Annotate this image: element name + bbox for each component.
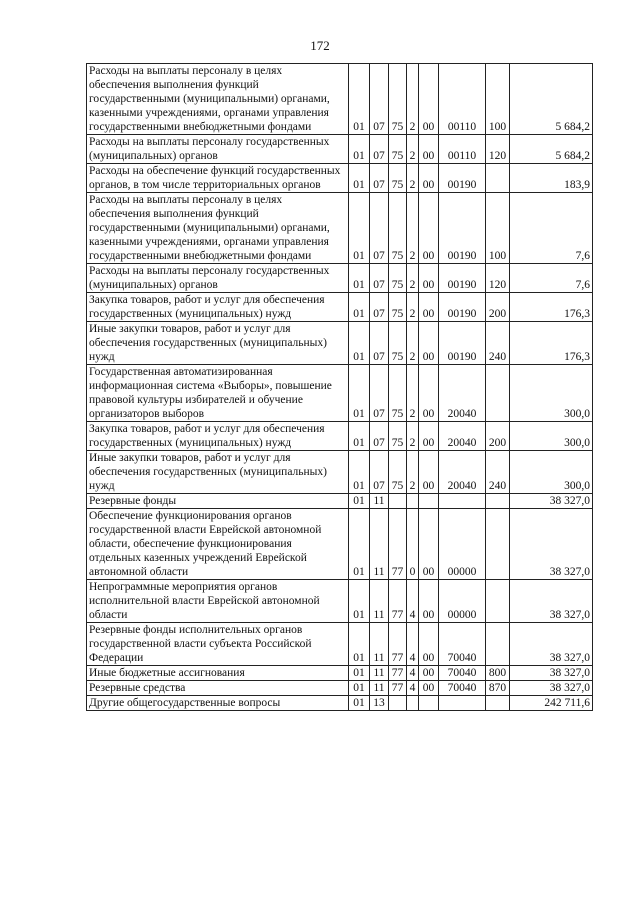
section-code-cell: 01 bbox=[349, 322, 370, 365]
amount-cell: 5 684,2 bbox=[510, 135, 593, 164]
table-row bbox=[87, 193, 593, 264]
section-code-cell: 01 bbox=[349, 580, 370, 623]
subsection-code-cell: 13 bbox=[370, 696, 389, 711]
amount-cell: 38 327,0 bbox=[510, 681, 593, 696]
expense-name-cell: Иные закупки товаров, работ и услуг для обеспечения государственных (муниципальных) нужд bbox=[87, 322, 349, 365]
amount-cell: 38 327,0 bbox=[510, 509, 593, 580]
amount-cell: 176,3 bbox=[510, 293, 593, 322]
expense-name-cell: Резервные фонды исполнительных органов государственной власти субъекта Российской Федерации bbox=[87, 623, 349, 666]
expense-type-cell: 240 bbox=[486, 451, 510, 494]
event-code-cell bbox=[419, 494, 439, 509]
direction-code-cell: 00000 bbox=[439, 509, 486, 580]
amount-cell: 242 711,6 bbox=[510, 696, 593, 711]
section-code-cell: 01 bbox=[349, 681, 370, 696]
event-code-cell: 00 bbox=[419, 623, 439, 666]
program-code-cell: 77 bbox=[389, 666, 407, 681]
table-row bbox=[87, 494, 593, 509]
table-row bbox=[87, 422, 593, 451]
event-code-cell: 00 bbox=[419, 322, 439, 365]
program-code-cell: 77 bbox=[389, 580, 407, 623]
expense-type-cell: 870 bbox=[486, 681, 510, 696]
direction-code-cell: 20040 bbox=[439, 365, 486, 422]
program-code-cell: 77 bbox=[389, 623, 407, 666]
expense-name-cell: Расходы на выплаты персоналу в целях обеспечения выполнения функций государственными (муниципальными) органами, казенными учреждениями, органами управления государственными внебюджетными фондами bbox=[87, 64, 349, 135]
amount-cell: 300,0 bbox=[510, 365, 593, 422]
amount-cell: 38 327,0 bbox=[510, 580, 593, 623]
program-code-cell: 75 bbox=[389, 135, 407, 164]
expense-name-cell: Расходы на выплаты персоналу государственных (муниципальных) органов bbox=[87, 135, 349, 164]
expense-name-cell: Другие общегосударственные вопросы bbox=[87, 696, 349, 711]
program-code-cell: 75 bbox=[389, 64, 407, 135]
expense-name-cell: Резервные средства bbox=[87, 681, 349, 696]
event-code-cell: 00 bbox=[419, 422, 439, 451]
section-code-cell: 01 bbox=[349, 193, 370, 264]
expense-name-cell: Закупка товаров, работ и услуг для обеспечения государственных (муниципальных) нужд bbox=[87, 293, 349, 322]
direction-code-cell: 20040 bbox=[439, 422, 486, 451]
program-code-cell: 77 bbox=[389, 681, 407, 696]
section-code-cell: 01 bbox=[349, 135, 370, 164]
program-code-cell bbox=[389, 494, 407, 509]
direction-code-cell: 00110 bbox=[439, 135, 486, 164]
table-row bbox=[87, 64, 593, 135]
subprogram-code-cell bbox=[407, 696, 419, 711]
expense-name-cell: Государственная автоматизированная информационная система «Выборы», повышение правовой культуры избирателей и обучение организаторов выборов bbox=[87, 365, 349, 422]
amount-cell: 38 327,0 bbox=[510, 494, 593, 509]
section-code-cell: 01 bbox=[349, 365, 370, 422]
expense-type-cell: 100 bbox=[486, 193, 510, 264]
expense-type-cell bbox=[486, 509, 510, 580]
section-code-cell: 01 bbox=[349, 623, 370, 666]
section-code-cell: 01 bbox=[349, 64, 370, 135]
expense-name-cell: Расходы на обеспечение функций государственных органов, в том числе территориальных органов bbox=[87, 164, 349, 193]
subsection-code-cell: 07 bbox=[370, 365, 389, 422]
subsection-code-cell: 11 bbox=[370, 666, 389, 681]
amount-cell: 5 684,2 bbox=[510, 64, 593, 135]
event-code-cell: 00 bbox=[419, 135, 439, 164]
table-row bbox=[87, 666, 593, 681]
expense-type-cell bbox=[486, 696, 510, 711]
event-code-cell: 00 bbox=[419, 666, 439, 681]
amount-cell: 38 327,0 bbox=[510, 666, 593, 681]
event-code-cell: 00 bbox=[419, 451, 439, 494]
section-code-cell: 01 bbox=[349, 293, 370, 322]
program-code-cell: 75 bbox=[389, 193, 407, 264]
event-code-cell: 00 bbox=[419, 509, 439, 580]
subsection-code-cell: 11 bbox=[370, 623, 389, 666]
subsection-code-cell: 07 bbox=[370, 451, 389, 494]
event-code-cell: 00 bbox=[419, 365, 439, 422]
event-code-cell: 00 bbox=[419, 164, 439, 193]
table-row bbox=[87, 264, 593, 293]
expense-type-cell bbox=[486, 365, 510, 422]
page-number: 172 bbox=[310, 38, 330, 53]
subprogram-code-cell: 2 bbox=[407, 451, 419, 494]
expense-type-cell: 240 bbox=[486, 322, 510, 365]
subprogram-code-cell: 4 bbox=[407, 681, 419, 696]
section-code-cell: 01 bbox=[349, 422, 370, 451]
subsection-code-cell: 11 bbox=[370, 580, 389, 623]
program-code-cell: 75 bbox=[389, 293, 407, 322]
table-row bbox=[87, 580, 593, 623]
expense-type-cell: 200 bbox=[486, 422, 510, 451]
subprogram-code-cell: 2 bbox=[407, 164, 419, 193]
expense-type-cell bbox=[486, 623, 510, 666]
program-code-cell: 75 bbox=[389, 322, 407, 365]
amount-cell: 38 327,0 bbox=[510, 623, 593, 666]
expense-name-cell: Расходы на выплаты персоналу государственных (муниципальных) органов bbox=[87, 264, 349, 293]
expense-name-cell: Непрограммные мероприятия органов исполнительной власти Еврейской автономной области bbox=[87, 580, 349, 623]
direction-code-cell bbox=[439, 696, 486, 711]
table-row bbox=[87, 365, 593, 422]
expense-type-cell: 800 bbox=[486, 666, 510, 681]
amount-cell: 300,0 bbox=[510, 422, 593, 451]
table-row bbox=[87, 623, 593, 666]
direction-code-cell: 20040 bbox=[439, 451, 486, 494]
program-code-cell: 75 bbox=[389, 164, 407, 193]
subprogram-code-cell: 2 bbox=[407, 293, 419, 322]
program-code-cell: 75 bbox=[389, 451, 407, 494]
table-row bbox=[87, 451, 593, 494]
event-code-cell: 00 bbox=[419, 264, 439, 293]
program-code-cell: 77 bbox=[389, 509, 407, 580]
table-row bbox=[87, 681, 593, 696]
expense-name-cell: Резервные фонды bbox=[87, 494, 349, 509]
subprogram-code-cell: 4 bbox=[407, 666, 419, 681]
amount-cell: 183,9 bbox=[510, 164, 593, 193]
table-row bbox=[87, 135, 593, 164]
direction-code-cell: 00190 bbox=[439, 164, 486, 193]
direction-code-cell: 70040 bbox=[439, 666, 486, 681]
direction-code-cell: 00190 bbox=[439, 322, 486, 365]
section-code-cell: 01 bbox=[349, 509, 370, 580]
event-code-cell: 00 bbox=[419, 64, 439, 135]
expense-name-cell: Иные бюджетные ассигнования bbox=[87, 666, 349, 681]
amount-cell: 176,3 bbox=[510, 322, 593, 365]
subsection-code-cell: 07 bbox=[370, 264, 389, 293]
table-row bbox=[87, 509, 593, 580]
expense-name-cell: Иные закупки товаров, работ и услуг для обеспечения государственных (муниципальных) нужд bbox=[87, 451, 349, 494]
subprogram-code-cell: 2 bbox=[407, 322, 419, 365]
program-code-cell bbox=[389, 696, 407, 711]
subsection-code-cell: 11 bbox=[370, 509, 389, 580]
event-code-cell: 00 bbox=[419, 193, 439, 264]
subsection-code-cell: 07 bbox=[370, 64, 389, 135]
subsection-code-cell: 11 bbox=[370, 681, 389, 696]
subprogram-code-cell: 2 bbox=[407, 422, 419, 451]
subprogram-code-cell: 2 bbox=[407, 365, 419, 422]
subprogram-code-cell: 2 bbox=[407, 193, 419, 264]
expense-name-cell: Закупка товаров, работ и услуг для обеспечения государственных (муниципальных) нужд bbox=[87, 422, 349, 451]
table-row bbox=[87, 322, 593, 365]
amount-cell: 7,6 bbox=[510, 193, 593, 264]
subprogram-code-cell: 4 bbox=[407, 623, 419, 666]
subprogram-code-cell: 4 bbox=[407, 580, 419, 623]
subprogram-code-cell: 0 bbox=[407, 509, 419, 580]
amount-cell: 7,6 bbox=[510, 264, 593, 293]
direction-code-cell: 70040 bbox=[439, 623, 486, 666]
program-code-cell: 75 bbox=[389, 264, 407, 293]
direction-code-cell: 00110 bbox=[439, 64, 486, 135]
subprogram-code-cell bbox=[407, 494, 419, 509]
expense-type-cell: 120 bbox=[486, 264, 510, 293]
amount-cell: 300,0 bbox=[510, 451, 593, 494]
subsection-code-cell: 07 bbox=[370, 164, 389, 193]
program-code-cell: 75 bbox=[389, 422, 407, 451]
expense-name-cell: Обеспечение функционирования органов государственной власти Еврейской автономной области, обеспечение функционирования отдельных казенных учреждений Еврейской автономной области bbox=[87, 509, 349, 580]
table-row bbox=[87, 696, 593, 711]
direction-code-cell: 00000 bbox=[439, 580, 486, 623]
event-code-cell: 00 bbox=[419, 293, 439, 322]
expense-type-cell bbox=[486, 164, 510, 193]
subsection-code-cell: 07 bbox=[370, 135, 389, 164]
subsection-code-cell: 07 bbox=[370, 422, 389, 451]
subsection-code-cell: 11 bbox=[370, 494, 389, 509]
subprogram-code-cell: 2 bbox=[407, 64, 419, 135]
expense-type-cell bbox=[486, 494, 510, 509]
section-code-cell: 01 bbox=[349, 164, 370, 193]
table-row bbox=[87, 293, 593, 322]
subsection-code-cell: 07 bbox=[370, 293, 389, 322]
table-row bbox=[87, 164, 593, 193]
event-code-cell: 00 bbox=[419, 580, 439, 623]
direction-code-cell bbox=[439, 494, 486, 509]
section-code-cell: 01 bbox=[349, 451, 370, 494]
subsection-code-cell: 07 bbox=[370, 322, 389, 365]
event-code-cell: 00 bbox=[419, 681, 439, 696]
section-code-cell: 01 bbox=[349, 696, 370, 711]
budget-table bbox=[86, 63, 593, 711]
subprogram-code-cell: 2 bbox=[407, 135, 419, 164]
event-code-cell bbox=[419, 696, 439, 711]
section-code-cell: 01 bbox=[349, 264, 370, 293]
expense-type-cell bbox=[486, 580, 510, 623]
section-code-cell: 01 bbox=[349, 494, 370, 509]
direction-code-cell: 00190 bbox=[439, 264, 486, 293]
subprogram-code-cell: 2 bbox=[407, 264, 419, 293]
direction-code-cell: 00190 bbox=[439, 193, 486, 264]
expense-name-cell: Расходы на выплаты персоналу в целях обеспечения выполнения функций государственными (муниципальными) органами, казенными учреждениями, органами управления государственными внебюджетными фондами bbox=[87, 193, 349, 264]
expense-type-cell: 120 bbox=[486, 135, 510, 164]
program-code-cell: 75 bbox=[389, 365, 407, 422]
section-code-cell: 01 bbox=[349, 666, 370, 681]
subsection-code-cell: 07 bbox=[370, 193, 389, 264]
expense-type-cell: 200 bbox=[486, 293, 510, 322]
expense-type-cell: 100 bbox=[486, 64, 510, 135]
direction-code-cell: 70040 bbox=[439, 681, 486, 696]
direction-code-cell: 00190 bbox=[439, 293, 486, 322]
